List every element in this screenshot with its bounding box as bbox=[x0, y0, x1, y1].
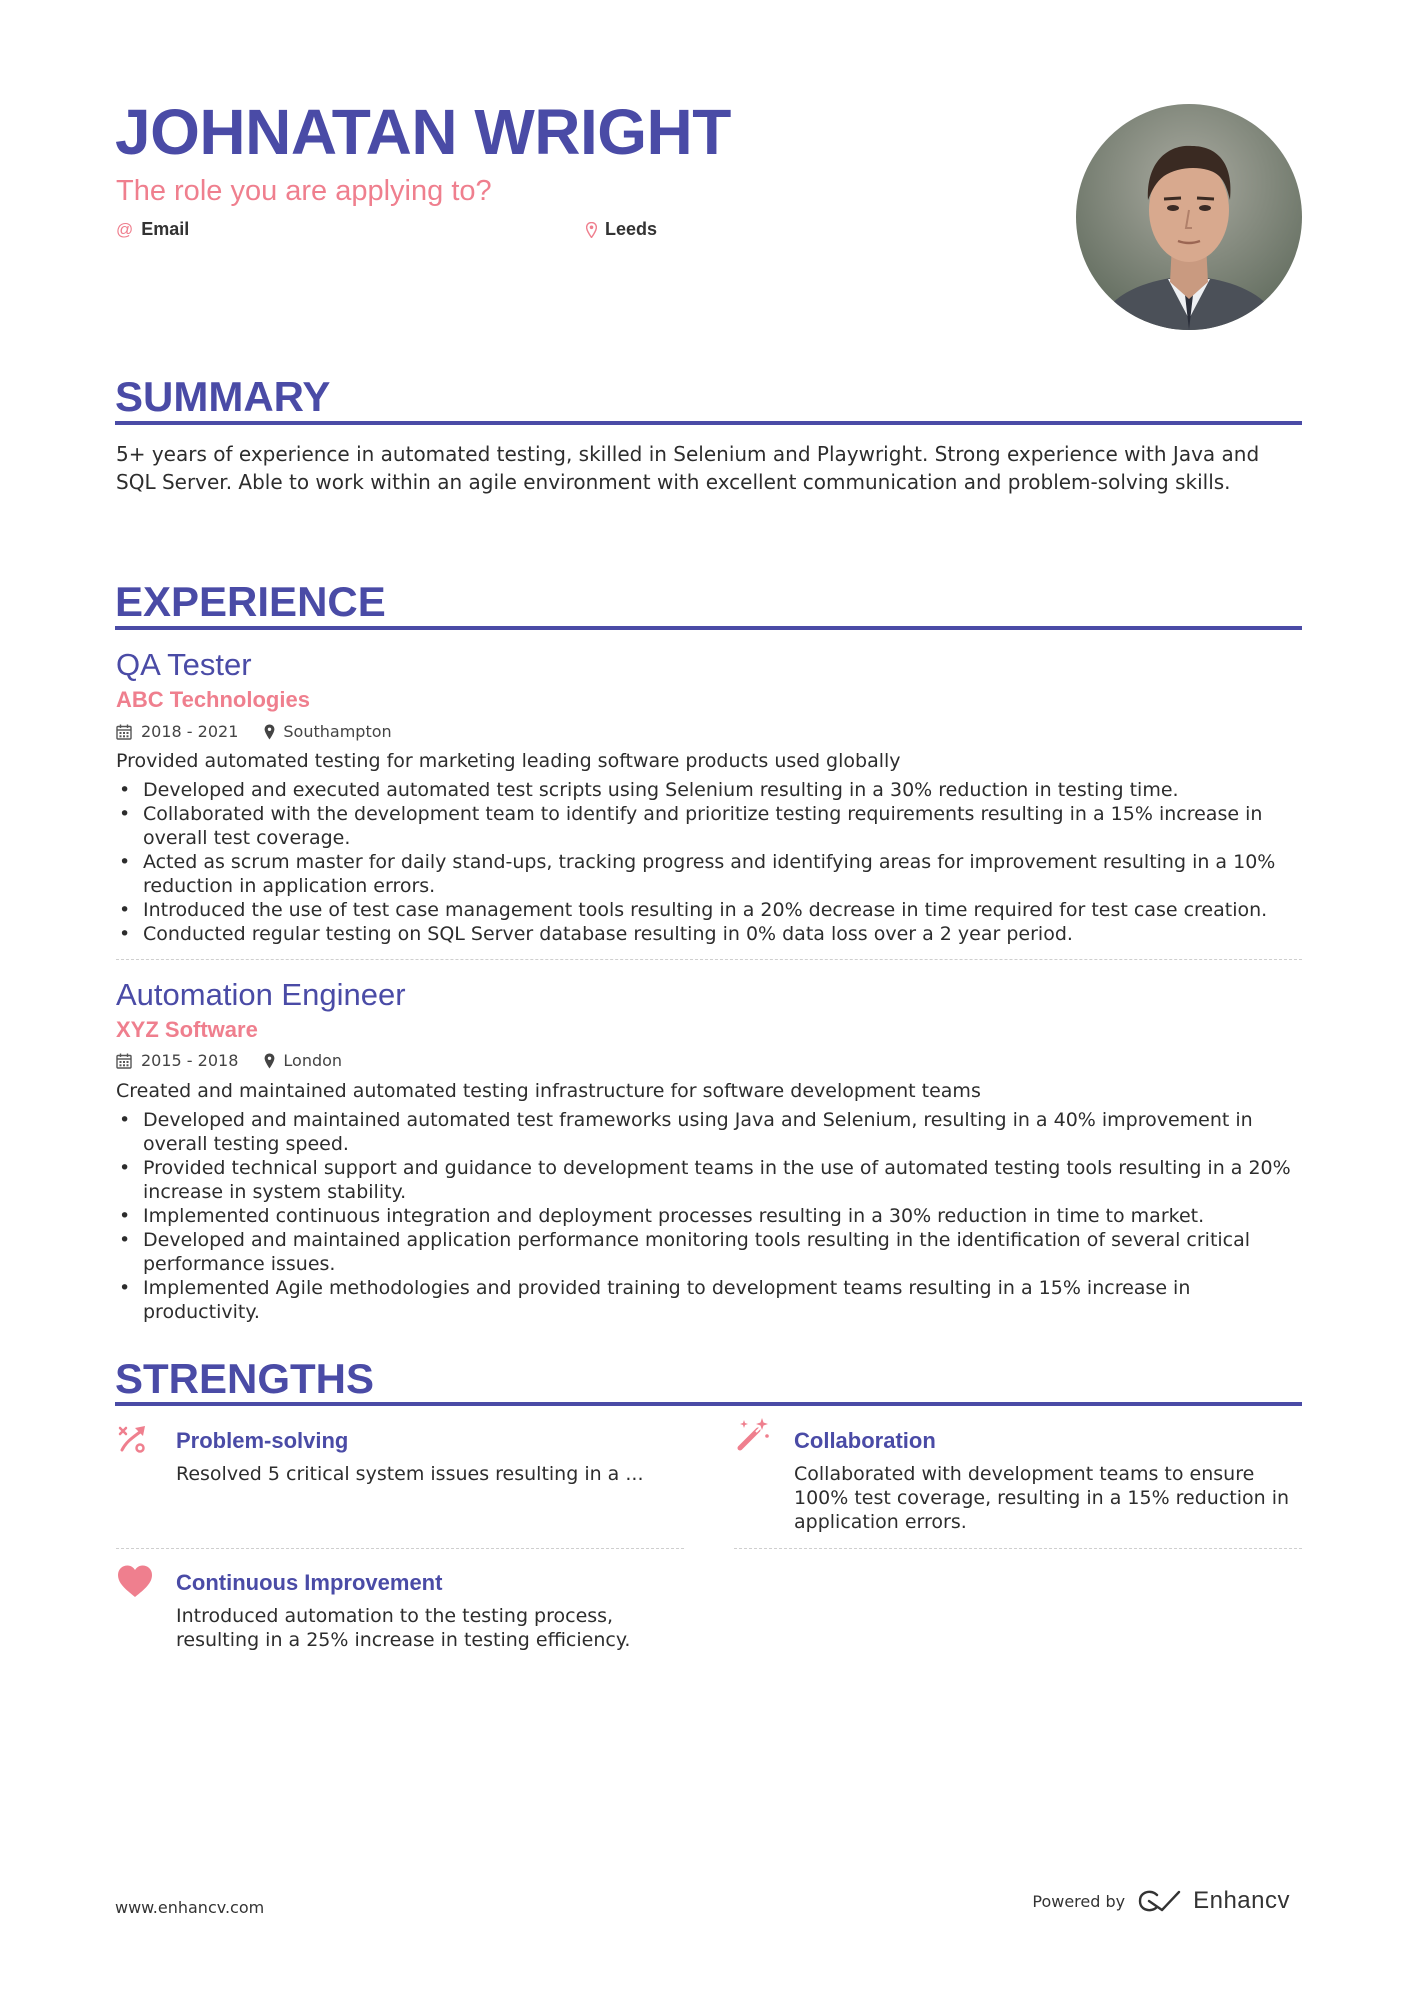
job-location: Southampton bbox=[283, 722, 392, 741]
brand-logo[interactable] bbox=[1137, 1887, 1290, 1915]
strength-description: Resolved 5 critical system issues resulting in a ... bbox=[176, 1463, 644, 1485]
strength-description: Introduced automation to the testing process, resulting in a 25% increase in testing efficiency. bbox=[176, 1605, 631, 1651]
company-name: XYZ Software bbox=[116, 1017, 258, 1042]
strength-title: Collaboration bbox=[794, 1428, 936, 1453]
experience-heading: EXPERIENCE bbox=[115, 578, 386, 625]
list-item: • Introduced the use of test case management tools resulting in a 20% decrease in time required for test case creation. bbox=[116, 898, 1306, 922]
contact-location bbox=[586, 219, 657, 240]
list-item: • Acted as scrum master for daily stand-ups, tracking progress and identifying areas for improvement resulting in a 10% reduction in application errors. bbox=[116, 850, 1306, 898]
email-label: Email bbox=[141, 219, 190, 239]
problem-solving-icon bbox=[116, 1420, 152, 1456]
profile-photo bbox=[1076, 104, 1302, 330]
list-item: • Developed and maintained automated test frameworks using Java and Selenium, resulting in a 40% improvement in overall testing speed. bbox=[116, 1108, 1306, 1156]
job-bullets bbox=[116, 1108, 1306, 1324]
strength-separator bbox=[116, 1548, 684, 1549]
brand-name: Enhancv bbox=[1193, 1887, 1290, 1914]
experience-divider bbox=[115, 626, 1302, 630]
heart-icon bbox=[117, 1564, 153, 1600]
strength-title: Continuous Improvement bbox=[176, 1570, 443, 1595]
list-item: • Developed and executed automated test scripts using Selenium resulting in a 30% reduction in testing time. bbox=[116, 778, 1306, 802]
job-meta bbox=[116, 1053, 342, 1069]
contact-email[interactable] bbox=[116, 219, 189, 240]
enhancv-logo-icon bbox=[1137, 1889, 1183, 1913]
job-location: London bbox=[283, 1051, 343, 1070]
job-bullets bbox=[116, 778, 1306, 946]
target-role: The role you are applying to? bbox=[116, 175, 492, 207]
summary-text: 5+ years of experience in automated testing, skilled in Selenium and Playwright. Strong experience with Java and SQL Server. Able to work within an agile environment with excellent communication and problem-solving skills. bbox=[116, 442, 1260, 494]
list-item: • Collaborated with the development team to identify and prioritize testing requirements resulting in a 15% increase in overall test coverage. bbox=[116, 802, 1306, 850]
at-icon: @ bbox=[116, 219, 134, 239]
calendar-icon bbox=[116, 1053, 132, 1069]
strengths-divider bbox=[115, 1402, 1302, 1406]
job-separator bbox=[116, 959, 1302, 960]
job-meta bbox=[116, 724, 392, 740]
strengths-heading: STRENGTHS bbox=[115, 1355, 375, 1402]
strength-description: Collaborated with development teams to ensure 100% test coverage, resulting in a 15% reduction in application errors. bbox=[794, 1463, 1290, 1533]
job-dates: 2018 - 2021 bbox=[141, 722, 239, 741]
company-name: ABC Technologies bbox=[116, 687, 310, 712]
list-item: • Conducted regular testing on SQL Server database resulting in 0% data loss over a 2 year period. bbox=[116, 922, 1306, 946]
location-pin-icon bbox=[264, 724, 275, 740]
job-title: QA Tester bbox=[116, 647, 252, 682]
job-description: Provided automated testing for marketing leading software products used globally bbox=[116, 750, 901, 772]
list-item: • Implemented continuous integration and deployment processes resulting in a 30% reduction in time to market. bbox=[116, 1204, 1306, 1228]
summary-heading: SUMMARY bbox=[115, 373, 331, 420]
candidate-name: JOHNATAN WRIGHT bbox=[115, 96, 731, 168]
magic-wand-icon bbox=[734, 1416, 770, 1452]
calendar-icon bbox=[116, 724, 132, 740]
location-pin-icon bbox=[264, 1053, 275, 1069]
footer-website[interactable]: www.enhancv.com bbox=[115, 1898, 265, 1917]
footer-branding bbox=[1032, 1887, 1290, 1915]
job-dates: 2015 - 2018 bbox=[141, 1051, 239, 1070]
job-title: Automation Engineer bbox=[116, 977, 406, 1012]
list-item: • Implemented Agile methodologies and provided training to development teams resulting in a 15% increase in productivity. bbox=[116, 1276, 1306, 1324]
powered-by-label: Powered by bbox=[1032, 1891, 1126, 1911]
location-label: Leeds bbox=[605, 219, 658, 239]
strength-separator bbox=[734, 1548, 1302, 1549]
job-description: Created and maintained automated testing infrastructure for software development teams bbox=[116, 1080, 981, 1102]
list-item: • Provided technical support and guidance to development teams in the use of automated testing tools resulting in a 20% increase in system stability. bbox=[116, 1156, 1306, 1204]
strength-title: Problem-solving bbox=[176, 1428, 349, 1453]
location-pin-icon bbox=[586, 222, 597, 238]
list-item: • Developed and maintained application performance monitoring tools resulting in the identification of several critical performance issues. bbox=[116, 1228, 1306, 1276]
summary-divider bbox=[115, 421, 1302, 425]
